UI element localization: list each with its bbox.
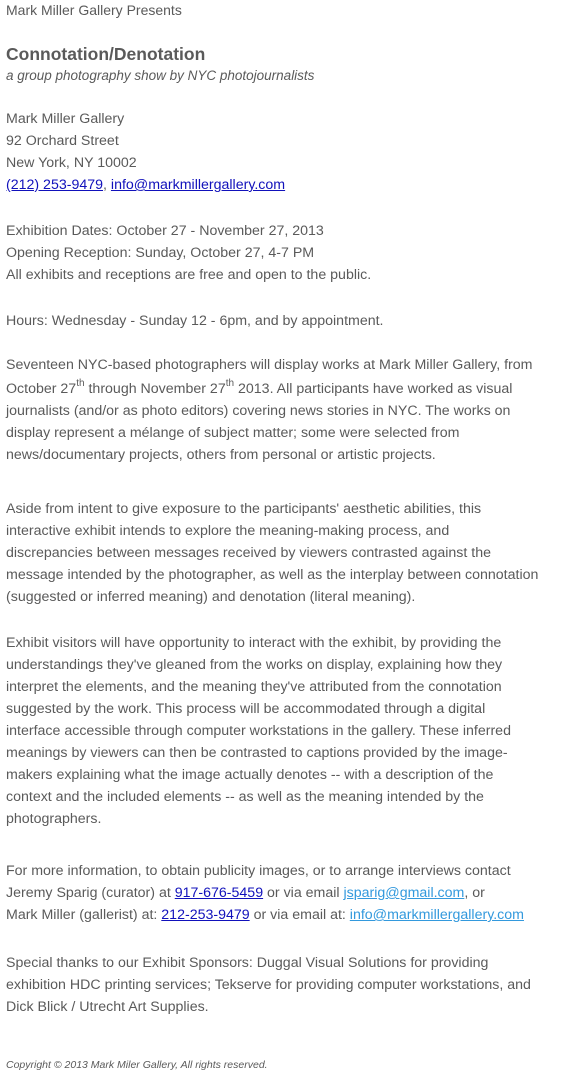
- exhibition-dates: Exhibition Dates: October 27 - November 27, 2013: [6, 223, 324, 239]
- thanks-line: Special thanks to our Exhibit Sponsors: Duggal Visual Solutions for providing: [6, 955, 489, 971]
- gallerist-phone-link[interactable]: 212-253-9479: [161, 907, 250, 923]
- gallery-city: New York, NY 10002: [6, 155, 137, 171]
- paragraph-line: interactive exhibit intends to explore the meaning-making process, and: [6, 523, 450, 539]
- gallerist-email-link[interactable]: info@markmillergallery.com: [349, 907, 524, 923]
- gallery-name: Mark Miller Gallery: [6, 111, 125, 127]
- hours: [6, 310, 572, 332]
- paragraph-line: understandings they've gleaned from the works on display, explaining how they: [6, 657, 503, 673]
- contact-line-curator: [6, 882, 572, 904]
- paragraph-line: interface accessible through computer workstations in the gallery. These inferred: [6, 723, 511, 739]
- paragraph-purpose: [6, 498, 572, 608]
- superscript: th: [225, 378, 235, 390]
- paragraph-line: suggested by the work. This process will be accommodated through a digital: [6, 701, 486, 717]
- paragraph-line: context and the included elements -- as well as the meaning intended by the: [6, 789, 484, 805]
- thanks-line: Dick Blick / Utrecht Art Supplies.: [6, 999, 209, 1015]
- paragraph-line: Exhibit visitors will have opportunity to interact with the exhibit, by providing the: [6, 635, 502, 651]
- text-span: October 27: [6, 381, 77, 397]
- text-span: or via email: [263, 885, 344, 901]
- text-span: through November 27: [84, 381, 226, 397]
- gallery-address: [6, 108, 572, 196]
- paragraph-line: Seventeen NYC-based photographers will display works at Mark Miller Gallery, from: [6, 357, 533, 373]
- exhibition-info: [6, 220, 572, 286]
- curator-phone-link[interactable]: 917-676-5459: [174, 885, 264, 901]
- page-subtitle: a group photography show by NYC photojournalists: [6, 68, 315, 83]
- paragraph-line: photographers.: [6, 811, 102, 827]
- text-span: Jeremy Sparig (curator) at: [6, 885, 175, 901]
- text-span: , or: [464, 885, 485, 901]
- text-span: Mark Miller (gallerist) at:: [6, 907, 162, 923]
- superscript: th: [76, 378, 85, 390]
- separator: ,: [103, 177, 111, 193]
- contact-line: For more information, to obtain publicity images, or to arrange interviews contact: [6, 863, 511, 879]
- copyright-footer: Copyright © 2013 Mark Miler Gallery, All rights reserved.: [6, 1059, 268, 1071]
- paragraph-line: discrepancies between messages received by viewers contrasted against the: [6, 545, 492, 561]
- contact-info: [6, 860, 572, 926]
- page-title: Connotation/Denotation: [6, 44, 206, 64]
- paragraph-line: message intended by the photographer, as well as the interplay between connotation: [6, 567, 539, 583]
- paragraph-line: Aside from intent to give exposure to the participants' aesthetic abilities, this: [6, 501, 482, 517]
- gallery-email-link[interactable]: info@markmillergallery.com: [110, 177, 286, 193]
- opening-reception: Opening Reception: Sunday, October 27, 4-7 PM: [6, 245, 315, 261]
- free-admission: All exhibits and receptions are free and open to the public.: [6, 267, 372, 283]
- paragraph-visitors: [6, 632, 572, 830]
- thanks-line: exhibition HDC printing services; Tekserve for providing computer workstations, and: [6, 977, 531, 993]
- paragraph-line: [6, 378, 572, 400]
- paragraph-intro: [6, 354, 572, 466]
- text-span: 2013. All participants have worked as visual: [234, 381, 513, 397]
- paragraph-line: meanings by viewers can then be contrasted to captions provided by the image-: [6, 745, 508, 761]
- sponsor-thanks: [6, 952, 572, 1018]
- paragraph-line: news/documentary projects, others from personal or artistic projects.: [6, 447, 436, 463]
- presents-heading: Mark Miller Gallery Presents: [6, 2, 182, 18]
- paragraph-line: display represent a mélange of subject matter; some were selected from: [6, 425, 460, 441]
- gallery-contact-line: [6, 174, 572, 196]
- paragraph-line: interpret the elements, and the meaning they've attributed from the connotation: [6, 679, 502, 695]
- contact-line-gallerist: [6, 904, 572, 926]
- text-span: or via email at:: [249, 907, 350, 923]
- hours-text: Hours: Wednesday - Sunday 12 - 6pm, and by appointment.: [6, 313, 384, 329]
- gallery-street: 92 Orchard Street: [6, 133, 119, 149]
- curator-email-link[interactable]: jsparig@gmail.com: [343, 885, 465, 901]
- paragraph-line: makers explaining what the image actually denotes -- with a description of the: [6, 767, 494, 783]
- paragraph-line: journalists (and/or as photo editors) covering news stories in NYC. The works on: [6, 403, 511, 419]
- gallery-phone-link[interactable]: (212) 253-9479: [6, 177, 104, 193]
- paragraph-line: (suggested or inferred meaning) and denotation (literal meaning).: [6, 589, 416, 605]
